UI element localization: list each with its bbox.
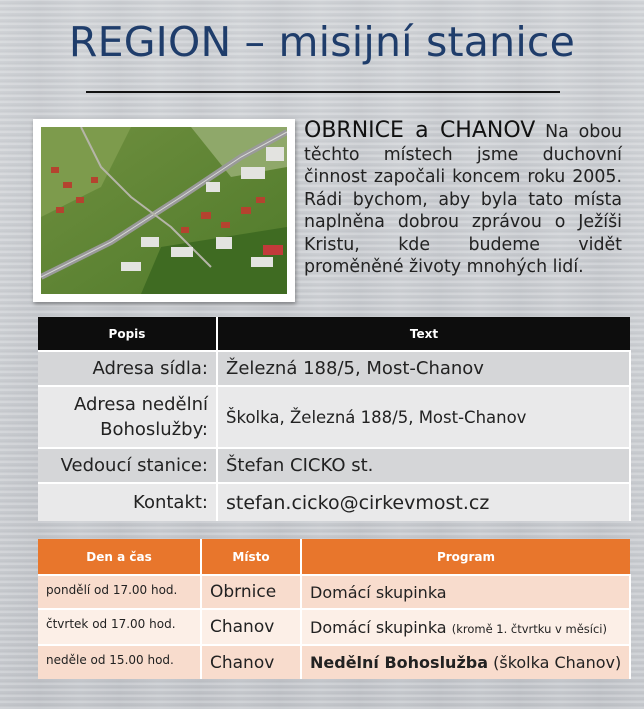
schedule-place: Obrnice (201, 575, 301, 609)
schedule-header-place: Místo (201, 539, 301, 575)
table-row (38, 609, 630, 645)
schedule-day: pondělí od 17.00 hod. (38, 575, 201, 609)
info-value: Železná 188/5, Most-Chanov (217, 351, 630, 386)
schedule-day: čtvrtek od 17.00 hod. (38, 609, 201, 645)
info-header-text: Text (217, 317, 630, 351)
schedule-table (38, 539, 631, 679)
table-row (38, 448, 630, 483)
info-label: Adresa sídla: (38, 351, 217, 386)
schedule-program-note: (školka Chanov) (493, 653, 622, 672)
info-label: Kontakt: (38, 483, 217, 521)
schedule-program-name: Nedělní Bohoslužba (310, 653, 489, 672)
page-title: REGION – misijní stanice (68, 18, 576, 66)
info-table (38, 317, 631, 521)
info-label-line2: Bohoslužby: (100, 419, 208, 440)
schedule-program (301, 645, 630, 679)
table-row (38, 483, 630, 521)
schedule-program (301, 575, 630, 609)
info-contact-email[interactable]: stefan.cicko@cirkevmost.cz (217, 483, 630, 521)
table-row (38, 351, 630, 386)
info-header-popis: Popis (38, 317, 217, 351)
schedule-program-name: Domácí skupinka (310, 582, 447, 602)
table-row (38, 575, 630, 609)
aerial-photo-illustration (41, 127, 287, 294)
schedule-place: Chanov (201, 645, 301, 679)
info-label: Vedoucí stanice: (38, 448, 217, 483)
table-row (38, 386, 630, 448)
intro-heading: OBRNICE a CHANOV (304, 118, 536, 143)
intro-paragraph (304, 120, 622, 279)
info-value: Štefan CICKO st. (217, 448, 630, 483)
info-label-line1: Adresa nedělní (73, 394, 208, 415)
schedule-program (301, 609, 630, 645)
aerial-photo (33, 119, 295, 302)
schedule-program-note: (kromě 1. čtvrtku v měsíci) (451, 621, 607, 636)
info-value: Školka, Železná 188/5, Most-Chanov (217, 386, 630, 448)
title-divider (86, 91, 560, 93)
table-row (38, 645, 630, 679)
schedule-header-day: Den a čas (38, 539, 201, 575)
schedule-program-name: Domácí skupinka (310, 617, 447, 637)
info-label (38, 386, 217, 448)
schedule-day: neděle od 15.00 hod. (38, 645, 201, 679)
schedule-place: Chanov (201, 609, 301, 645)
schedule-header-program: Program (301, 539, 630, 575)
intro-text: Na obou těchto místech jsme duchovní činnost započali koncem roku 2005. Rádi bychom, aby byla tato místa naplněna dobrou zprávou o Ježíši Kristu, kde budeme vidět proměněné životy mnohých lidí. (304, 122, 622, 277)
